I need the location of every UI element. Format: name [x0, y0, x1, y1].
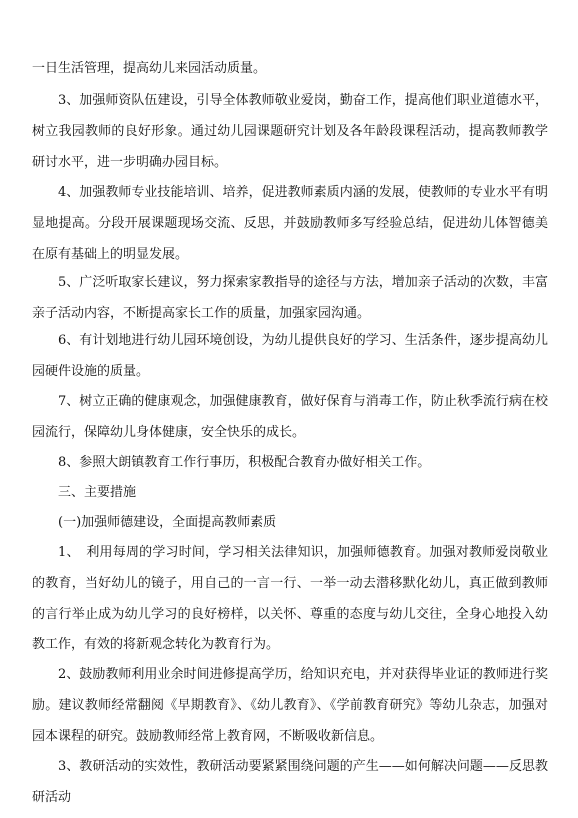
paragraph-item-7: 7、树立正确的健康观念，加强健康教育，做好保育与消毒工作，防止秋季流行病在校园流行，保障幼儿身体健康，安全快乐的成长。: [32, 394, 548, 440]
paragraph-item-4: 4、加强教师专业技能培训、培养，促进教师素质内涵的发展，使教师的专业水平有明显地提高。分段开展课题现场交流、反思，并鼓励教师多写经验总结，促进幼儿体智德美在原有基础上的明显发展。: [32, 185, 548, 262]
paragraph-item-3: 3、加强师资队伍建设，引导全体教师敬业爱岗，勤奋工作，提高他们职业道德水平，树立我园教师的良好形象。通过幼儿园课题研究计划及各年龄段课程活动，提高教师教学研讨水平，进一步明确办园目标。: [32, 93, 548, 170]
paragraph-item-5: 5、广泛听取家长建议，努力探索家教指导的途径与方法，增加亲子活动的次数，丰富亲子活动内容，不断提高家长工作的质量，加强家园沟通。: [32, 275, 548, 321]
paragraph-measure-1: 1、 利用每周的学习时间，学习相关法律知识，加强师德教育。加强对教师爱岗敬业的教育，当好幼儿的镜子，用自己的一言一行、一举一动去潜移默化幼儿，真正做到教师的言行举止成为幼儿学习的良好榜样，以关怀、尊重的态度与幼儿交往，全身心地投入幼教工作，有效的将新观念转化为教育行为。: [32, 545, 548, 653]
section-heading: 三、主要措施: [58, 485, 137, 500]
paragraph-item-8: 8、参照大朗镇教育工作行事历，积极配合教育办做好相关工作。: [58, 455, 431, 470]
paragraph-continuation: 一日生活管理，提高幼儿来园活动质量。: [32, 61, 267, 76]
paragraph-measure-2: 2、鼓励教师利用业余时间进修提高学历，给知识充电，并对获得毕业证的教师进行奖励。建议教师经常翻阅《早期教育》、《幼儿教育》、《学前教育研究》等幼儿杂志，加强对园本课程的研究。鼓励教师经常上教育网，不断吸收新信息。: [32, 667, 548, 744]
paragraph-item-6: 6、有计划地进行幼儿园环境创设，为幼儿提供良好的学习、生活条件，逐步提高幼儿园硬件设施的质量。: [32, 333, 548, 379]
subsection-heading: (一)加强师德建设，全面提高教师素质: [58, 515, 277, 530]
paragraph-measure-3: 3、教研活动的实效性，教研活动要紧紧围绕问题的产生——如何解决问题——反思教研活动: [32, 759, 548, 805]
